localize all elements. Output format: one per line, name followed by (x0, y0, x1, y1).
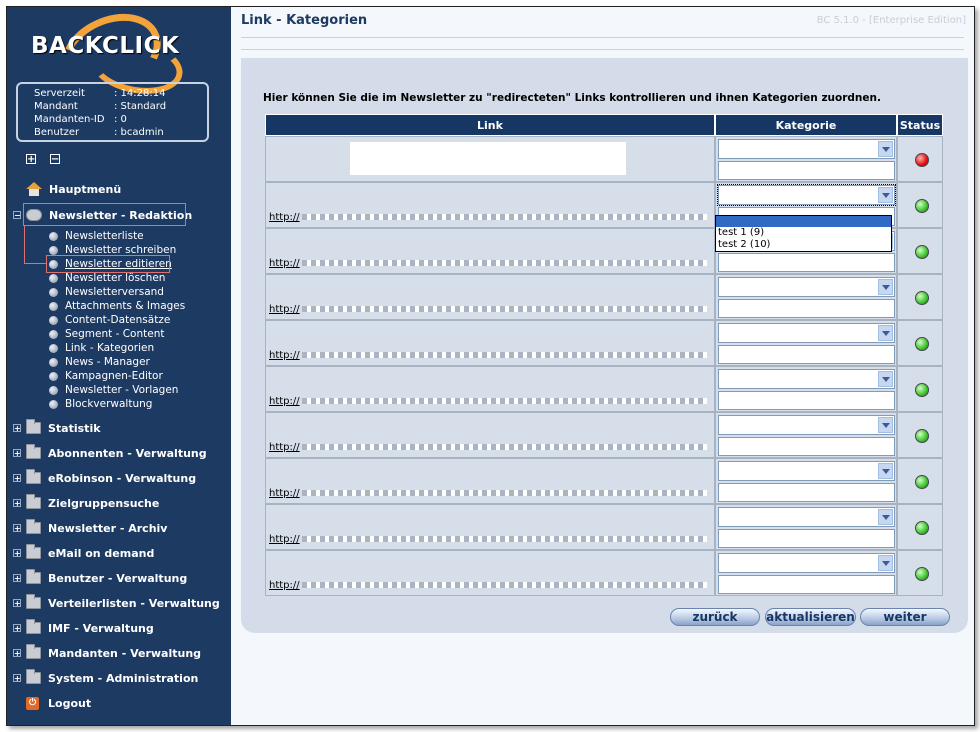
nav-section-erobinson[interactable]: + eRobinson - Verwaltung (14, 471, 197, 485)
annotation-connector (24, 263, 46, 264)
nav-section-system[interactable]: + System - Administration (14, 671, 199, 685)
session-info-box (16, 82, 209, 142)
status-green-icon (915, 475, 929, 489)
sub-item-newsletter-loeschen[interactable]: Newsletter löschen (49, 271, 165, 285)
redacted-url (302, 444, 707, 450)
status-cell (897, 182, 943, 228)
category-text-field[interactable] (718, 575, 895, 594)
link-cell[interactable] (265, 550, 715, 596)
bullet-icon (49, 316, 58, 325)
category-dropdown-list[interactable] (715, 215, 892, 252)
bullet-icon (49, 288, 58, 297)
home-icon (26, 182, 42, 196)
nav-section-abonnenten[interactable]: + Abonnenten - Verwaltung (14, 446, 207, 460)
status-green-icon (915, 383, 929, 397)
bullet-icon (49, 330, 58, 339)
next-button[interactable]: weiter (860, 608, 950, 626)
nav-section-zielgruppensuche[interactable]: + Zielgruppensuche (14, 496, 160, 510)
status-cell (897, 550, 943, 596)
nav-home-label: Hauptmenü (49, 182, 122, 196)
status-cell (897, 136, 943, 182)
category-cell (715, 458, 897, 504)
expand-toggle[interactable]: + (14, 649, 21, 658)
bullet-icon (49, 372, 58, 381)
expand-toggle[interactable]: + (14, 449, 21, 458)
bullet-icon (49, 302, 58, 311)
folder-icon (26, 647, 41, 659)
category-select[interactable] (718, 553, 895, 573)
status-red-icon (915, 153, 929, 167)
link-cell[interactable] (265, 458, 715, 504)
sub-item-blockverwaltung[interactable]: Blockverwaltung (49, 397, 152, 411)
status-cell (897, 458, 943, 504)
column-header-category: Kategorie (715, 114, 897, 136)
link-cell[interactable] (265, 274, 715, 320)
chevron-down-icon[interactable] (878, 279, 893, 295)
status-green-icon (915, 521, 929, 535)
status-green-icon (915, 429, 929, 443)
sub-item-kampagnen-editor[interactable]: Kampagnen-Editor (49, 369, 163, 383)
status-green-icon (915, 337, 929, 351)
bullet-icon (49, 358, 58, 367)
info-row-user: Benutzer : bcadmin (34, 127, 164, 138)
chevron-down-icon[interactable] (878, 371, 893, 387)
redacted-url (302, 214, 707, 220)
collapse-all-button[interactable]: − (51, 154, 60, 165)
info-row-client: Mandant : Standard (34, 101, 167, 112)
expand-toggle[interactable]: + (14, 424, 21, 433)
folder-icon (26, 547, 41, 559)
bullet-icon (49, 246, 58, 255)
status-green-icon (915, 567, 929, 581)
category-cell (715, 504, 897, 550)
status-green-icon (915, 245, 929, 259)
category-text-field[interactable] (718, 161, 895, 180)
category-cell (715, 320, 897, 366)
folder-icon (26, 522, 41, 534)
link-cell[interactable] (265, 366, 715, 412)
category-cell (715, 366, 897, 412)
category-text-field[interactable] (718, 437, 895, 456)
bullet-icon (49, 232, 58, 241)
redirect-link[interactable]: http:// (269, 442, 707, 453)
category-select[interactable] (718, 277, 895, 297)
chevron-down-icon[interactable] (878, 187, 893, 203)
divider (241, 37, 964, 38)
sub-item-content-datensaetze[interactable]: Content-Datensätze (49, 313, 170, 327)
expand-toggle[interactable]: + (14, 674, 21, 683)
bullet-icon (49, 274, 58, 283)
redirect-link[interactable]: http:// (269, 212, 707, 223)
backclick-logo (21, 15, 191, 79)
redacted-url (302, 398, 707, 404)
main-content (231, 7, 974, 725)
folder-icon (26, 497, 41, 509)
redirect-link[interactable]: http:// (269, 488, 707, 499)
expand-toggle[interactable]: + (14, 549, 21, 558)
category-select[interactable] (718, 369, 895, 389)
redacted-url (302, 352, 707, 358)
bullet-icon (49, 386, 58, 395)
collapse-toggle[interactable]: − (14, 211, 21, 220)
dropdown-option-test-2[interactable]: test 2 (10) (718, 239, 771, 250)
nav-section-imf[interactable]: + IMF - Verwaltung (14, 621, 154, 635)
expand-all-button[interactable]: + (27, 154, 36, 165)
folder-icon (26, 422, 41, 434)
folder-icon (26, 672, 41, 684)
category-cell (715, 550, 897, 596)
link-cell[interactable] (265, 228, 715, 274)
folder-icon (26, 572, 41, 584)
expand-toggle[interactable]: + (14, 474, 21, 483)
expand-toggle[interactable]: + (14, 499, 21, 508)
redacted-url (302, 536, 707, 542)
category-text-field[interactable] (718, 299, 895, 318)
refresh-button[interactable]: aktualisieren (766, 610, 855, 624)
app-window (6, 6, 975, 726)
content-panel (241, 58, 968, 633)
version-label: BC 5.1.0 - [Enterprise Edition] (816, 15, 966, 26)
category-cell (715, 136, 897, 182)
status-green-icon (915, 291, 929, 305)
logout-icon: ⏻ (26, 697, 39, 710)
category-text-field[interactable] (718, 345, 895, 364)
back-button[interactable]: zurück (670, 608, 760, 626)
sidebar (7, 7, 231, 725)
nav-section-statistik[interactable]: + Statistik (14, 421, 101, 435)
category-select[interactable] (718, 185, 895, 205)
column-header-link: Link (265, 114, 715, 136)
nav-section-email-on-demand[interactable]: + eMail on demand (14, 546, 155, 560)
chevron-down-icon[interactable] (878, 555, 893, 571)
sub-item-attachments-images[interactable]: Attachments & Images (49, 299, 185, 313)
link-cell[interactable] (265, 412, 715, 458)
link-cell (265, 136, 715, 182)
category-select[interactable] (718, 323, 895, 343)
nav-section-label: Newsletter - Redaktion (49, 208, 193, 222)
folder-icon (26, 447, 41, 459)
status-cell (897, 412, 943, 458)
divider (241, 49, 964, 50)
category-text-field[interactable] (718, 483, 895, 502)
category-cell (715, 274, 897, 320)
status-cell (897, 228, 943, 274)
redirect-link[interactable]: http:// (269, 304, 707, 315)
redirect-link[interactable]: http:// (269, 350, 707, 361)
nav-section-mandanten[interactable]: + Mandanten - Verwaltung (14, 646, 202, 660)
link-cell[interactable] (265, 320, 715, 366)
chevron-down-icon[interactable] (878, 325, 893, 341)
sub-item-newsletterliste[interactable]: Newsletterliste (49, 229, 144, 243)
status-green-icon (915, 199, 929, 213)
category-select[interactable] (718, 415, 895, 435)
dropdown-option-test-1[interactable]: test 1 (9) (718, 227, 765, 238)
info-row-server-time: Serverzeit : 14:28:14 (34, 88, 166, 99)
category-text-field[interactable] (718, 529, 895, 548)
chevron-down-icon[interactable] (878, 417, 893, 433)
redacted-url (302, 306, 707, 312)
dropdown-option-empty[interactable] (716, 216, 891, 227)
category-text-field[interactable] (718, 253, 895, 272)
expand-toggle[interactable]: + (14, 524, 21, 533)
sub-item-segment-content[interactable]: Segment - Content (49, 327, 164, 341)
nav-logout[interactable]: ⏻ Logout (7, 693, 91, 713)
redirect-link[interactable]: http:// (269, 534, 707, 545)
bullet-icon (49, 400, 58, 409)
sub-item-newsletter-schreiben[interactable]: Newsletter schreiben (49, 243, 176, 257)
status-cell (897, 366, 943, 412)
expand-toggle[interactable]: + (14, 599, 21, 608)
link-cell[interactable] (265, 504, 715, 550)
expand-toggle[interactable]: + (14, 574, 21, 583)
annotation-connector (24, 225, 25, 263)
link-cell[interactable] (265, 182, 715, 228)
category-select[interactable] (718, 139, 895, 159)
chevron-down-icon[interactable] (878, 509, 893, 525)
nav-home[interactable] (7, 179, 121, 199)
status-cell (897, 320, 943, 366)
nav-section-newsletter-archiv[interactable]: + Newsletter - Archiv (14, 521, 168, 535)
redacted-url (302, 582, 707, 588)
page-description: Hier können Sie die im Newsletter zu "redirecteten" Links kontrollieren und ihnen Kategorien zuordnen. (263, 92, 881, 104)
redacted-url (302, 260, 707, 266)
logo-text: BACKCLICK (31, 33, 180, 59)
chevron-down-icon[interactable] (878, 141, 893, 157)
folder-icon (26, 622, 41, 634)
category-text-field[interactable] (718, 391, 895, 410)
category-cell (715, 412, 897, 458)
sub-item-link-kategorien[interactable]: Link - Kategorien (49, 341, 154, 355)
category-select[interactable] (718, 507, 895, 527)
status-cell (897, 274, 943, 320)
redacted-url (302, 490, 707, 496)
sub-item-newsletter-editieren[interactable]: Newsletter editieren (49, 257, 172, 271)
expand-toggle[interactable]: + (14, 624, 21, 633)
redirect-link[interactable]: http:// (269, 258, 707, 269)
chevron-down-icon[interactable] (878, 463, 893, 479)
redirect-link[interactable]: http:// (269, 396, 707, 407)
bullet-icon (49, 344, 58, 353)
column-header-status: Status (897, 114, 943, 136)
sub-item-newsletterversand[interactable]: Newsletterversand (49, 285, 164, 299)
folder-icon (26, 472, 41, 484)
page-title: Link - Kategorien (241, 13, 368, 28)
folder-icon (26, 597, 41, 609)
info-row-client-id: Mandanten-ID : 0 (34, 114, 127, 125)
sub-item-news-manager[interactable]: News - Manager (49, 355, 150, 369)
nav-section-verteilerlisten[interactable]: + Verteilerlisten - Verwaltung (14, 596, 220, 610)
category-select[interactable] (718, 461, 895, 481)
redirect-link[interactable]: http:// (269, 580, 707, 591)
status-cell (897, 504, 943, 550)
empty-link-placeholder (350, 142, 626, 175)
nav-section-benutzer[interactable]: + Benutzer - Verwaltung (14, 571, 188, 585)
sub-item-newsletter-vorlagen[interactable]: Newsletter - Vorlagen (49, 383, 178, 397)
highlight-active-section (23, 203, 186, 226)
